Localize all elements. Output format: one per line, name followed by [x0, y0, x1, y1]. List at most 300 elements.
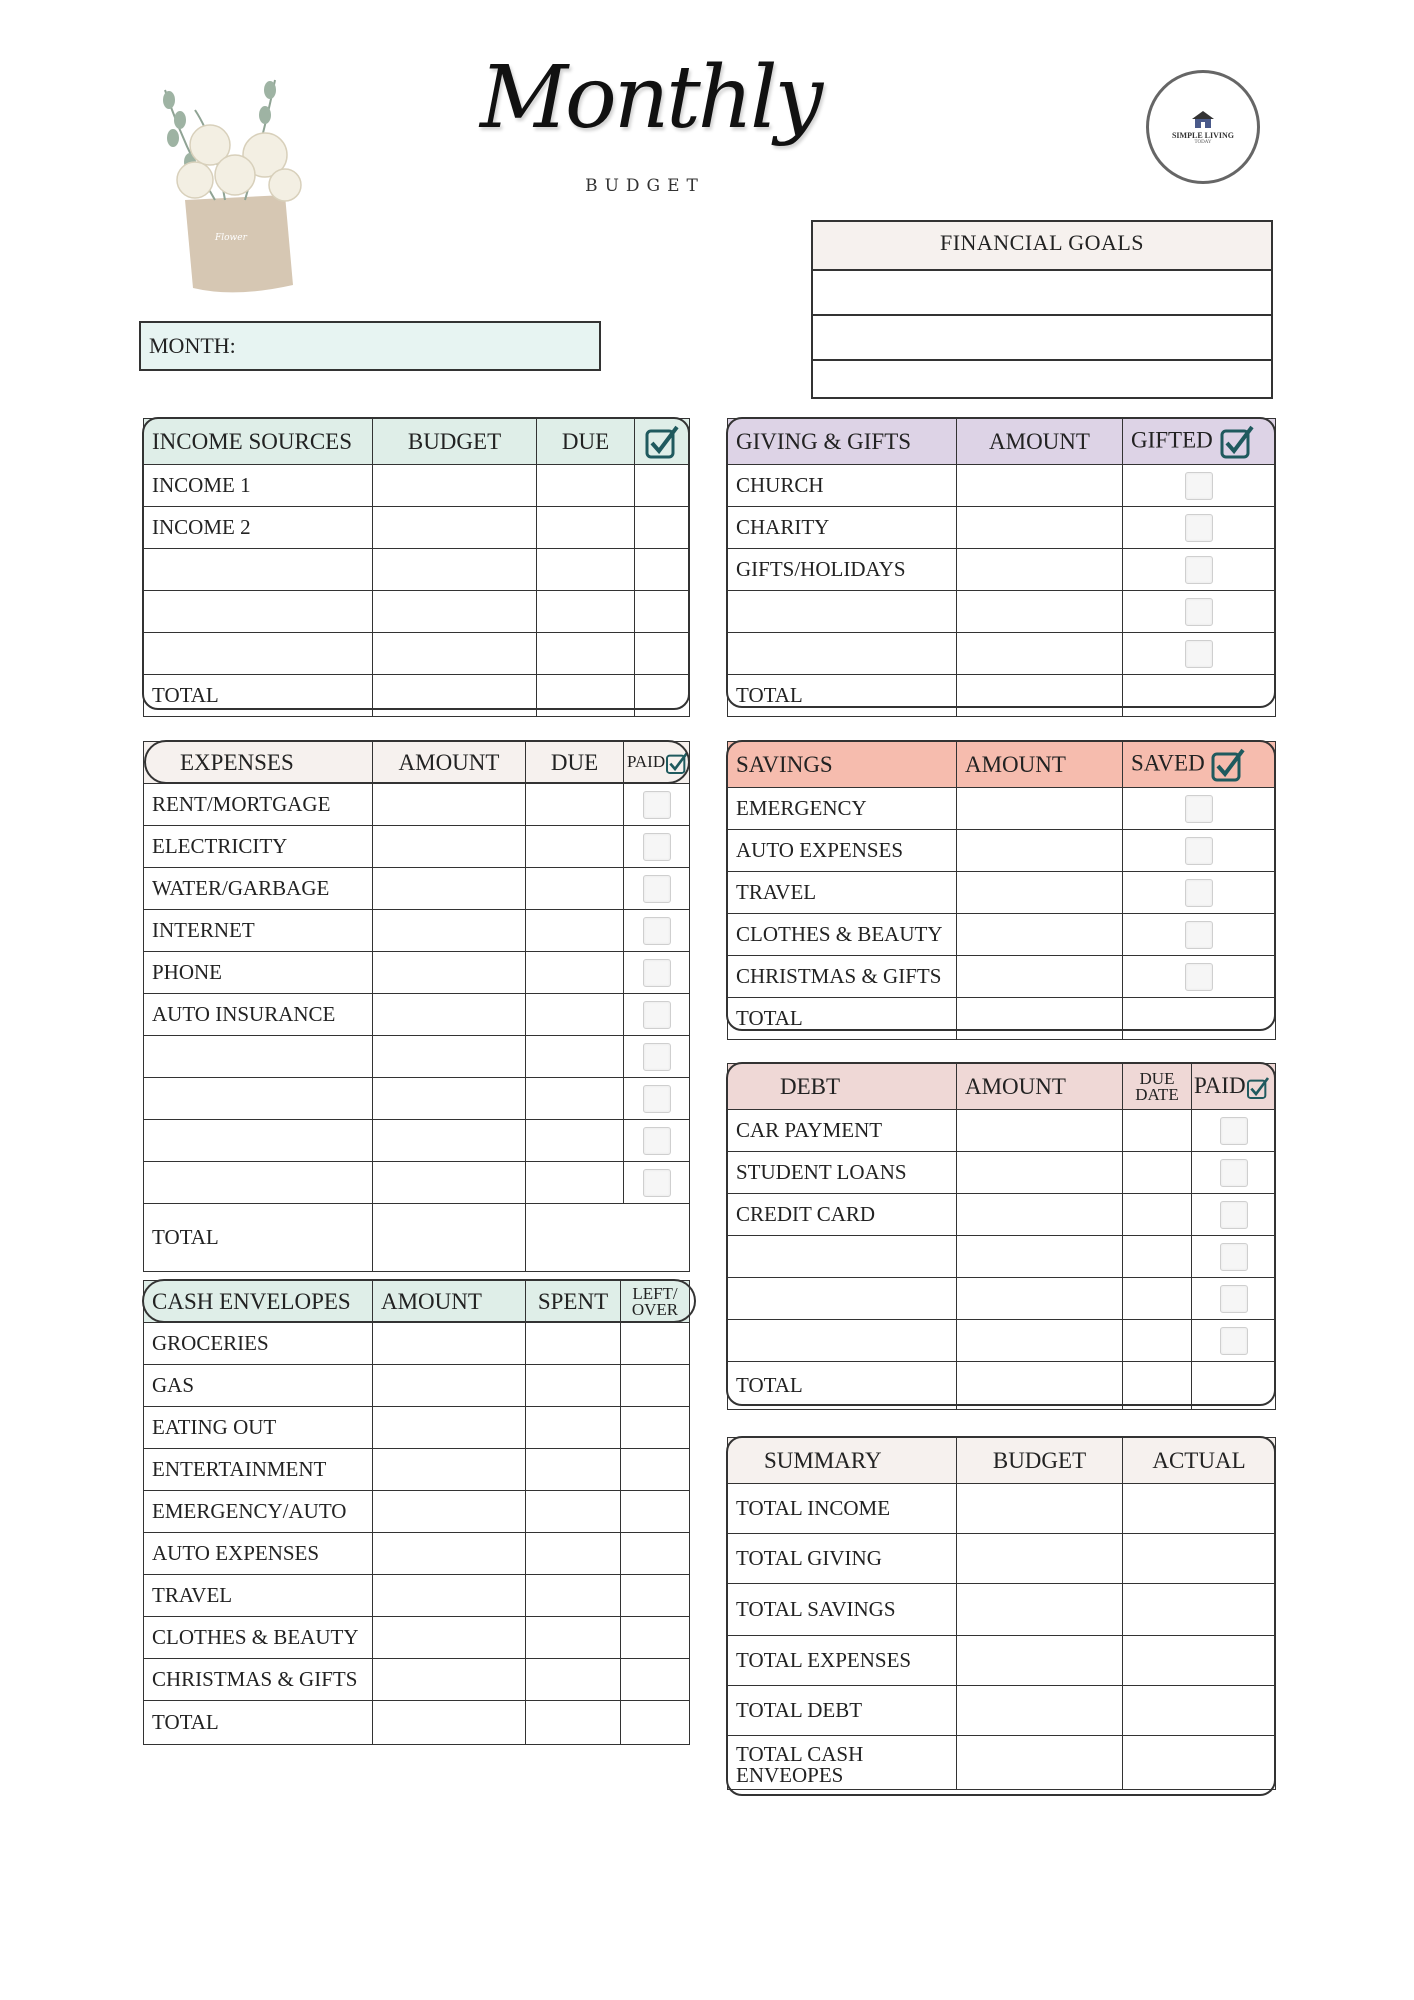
paid-checkbox[interactable] [643, 1127, 671, 1155]
expense-row-label [144, 1162, 373, 1204]
table-cell[interactable] [526, 1078, 624, 1120]
table-cell [1123, 549, 1276, 591]
table-row [728, 1484, 1276, 1534]
paid-checkbox[interactable] [643, 1001, 671, 1029]
table-cell [624, 826, 690, 868]
paid-checkbox[interactable] [643, 833, 671, 861]
table-cell[interactable] [621, 1575, 690, 1617]
debt-row-label: CREDIT CARD [728, 1194, 957, 1236]
table-cell[interactable] [1123, 1484, 1276, 1534]
month-label: MONTH: [149, 333, 236, 358]
table-cell[interactable] [373, 1491, 526, 1533]
table-row [728, 1110, 1276, 1152]
debt-row-label [728, 1278, 957, 1320]
table-cell[interactable] [373, 1533, 526, 1575]
saved-checkbox[interactable] [1185, 921, 1213, 949]
table-cell[interactable] [373, 1204, 526, 1272]
table-cell[interactable] [373, 1449, 526, 1491]
table-cell[interactable] [373, 1701, 526, 1745]
debt-total-label: TOTAL [728, 1362, 957, 1410]
table-row [144, 1162, 690, 1204]
table-cell[interactable] [526, 1323, 621, 1365]
debt-header-label: DEBT [728, 1064, 957, 1110]
savings-row-label: CLOTHES & BEAUTY [728, 914, 957, 956]
summary-row-label: TOTAL DEBT [728, 1686, 957, 1736]
logo-line2: TODAY [1194, 140, 1212, 145]
table-row [144, 1533, 690, 1575]
flower-bouquet-illustration [155, 70, 335, 295]
table-cell[interactable] [621, 1365, 690, 1407]
paid-checkbox[interactable] [643, 1169, 671, 1197]
table-cell[interactable] [957, 1736, 1123, 1790]
table-cell[interactable] [957, 1534, 1123, 1584]
savings-total-label: TOTAL [728, 998, 957, 1040]
table-cell[interactable] [957, 914, 1123, 956]
table-cell[interactable] [621, 1701, 690, 1745]
paid-checkbox[interactable] [1220, 1243, 1248, 1271]
table-row [728, 914, 1276, 956]
table-cell[interactable] [373, 952, 526, 994]
table-cell [1123, 914, 1276, 956]
table-cell[interactable] [526, 1659, 621, 1701]
checkmark-icon [665, 751, 689, 775]
table-cell [1123, 788, 1276, 830]
summary-header-label: SUMMARY [728, 1438, 957, 1484]
table-cell[interactable] [957, 1636, 1123, 1686]
savings-row-label: EMERGENCY [728, 788, 957, 830]
table-cell[interactable] [526, 868, 624, 910]
cash-row-label: GROCERIES [144, 1323, 373, 1365]
saved-checkbox[interactable] [1185, 879, 1213, 907]
table-cell[interactable] [1123, 1194, 1192, 1236]
table-cell[interactable] [526, 1407, 621, 1449]
table-cell[interactable] [635, 549, 690, 591]
savings-header-saved: SAVED [1123, 742, 1276, 788]
giving-row-label: CHURCH [728, 465, 957, 507]
expenses-table [143, 741, 690, 1272]
table-cell[interactable] [526, 952, 624, 994]
paid-checkbox[interactable] [643, 791, 671, 819]
table-row [728, 1736, 1276, 1790]
table-cell[interactable] [526, 1533, 621, 1575]
table-cell [1192, 1152, 1276, 1194]
table-cell[interactable] [373, 1162, 526, 1204]
debt-total-row [728, 1362, 1276, 1410]
table-cell[interactable] [1123, 1278, 1192, 1320]
expense-row-label: PHONE [144, 952, 373, 994]
table-cell[interactable] [1123, 1736, 1276, 1790]
brand-logo [1146, 70, 1260, 184]
giving-header-amount: AMOUNT [957, 419, 1123, 465]
table-cell[interactable] [537, 465, 635, 507]
table-cell[interactable] [373, 826, 526, 868]
flower-label: Flower [215, 233, 247, 243]
month-field[interactable] [139, 321, 601, 371]
cash-row-label: EATING OUT [144, 1407, 373, 1449]
table-cell[interactable] [373, 1078, 526, 1120]
saved-checkbox[interactable] [1185, 837, 1213, 865]
paid-checkbox[interactable] [643, 875, 671, 903]
table-row [144, 1120, 690, 1162]
table-cell[interactable] [957, 1362, 1123, 1410]
table-cell[interactable] [526, 826, 624, 868]
table-row [728, 1686, 1276, 1736]
table-cell[interactable] [1123, 1152, 1192, 1194]
table-cell [1192, 1194, 1276, 1236]
table-cell [624, 952, 690, 994]
table-cell[interactable] [635, 465, 690, 507]
table-cell[interactable] [526, 1365, 621, 1407]
income-header-check [635, 419, 690, 465]
table-row [144, 1449, 690, 1491]
cash-header-leftover: LEFT/ OVER [621, 1281, 690, 1323]
income-row-label: INCOME 1 [144, 465, 373, 507]
table-cell[interactable] [373, 868, 526, 910]
savings-table [727, 741, 1276, 1040]
debt-row-label: STUDENT LOANS [728, 1152, 957, 1194]
table-cell[interactable] [373, 1365, 526, 1407]
income-row-label [144, 633, 373, 675]
table-cell[interactable] [957, 507, 1123, 549]
paid-checkbox[interactable] [1220, 1285, 1248, 1313]
table-row [728, 1584, 1276, 1636]
gifted-checkbox[interactable] [1185, 514, 1213, 542]
table-row [144, 1407, 690, 1449]
table-row [728, 1534, 1276, 1584]
table-row [728, 549, 1276, 591]
debt-row-label [728, 1236, 957, 1278]
debt-header-due-date: DUE DATE [1123, 1064, 1192, 1110]
table-row [144, 826, 690, 868]
table-row [144, 1491, 690, 1533]
table-cell[interactable] [1123, 998, 1276, 1040]
cash-row-label: CLOTHES & BEAUTY [144, 1617, 373, 1659]
income-header-budget: BUDGET [373, 419, 537, 465]
table-cell[interactable] [373, 1323, 526, 1365]
checkmark-icon [1219, 424, 1255, 460]
giving-header-gifted: GIFTED [1123, 419, 1276, 465]
summary-row-label: TOTAL GIVING [728, 1534, 957, 1584]
table-cell [1123, 956, 1276, 998]
expense-row-label: RENT/MORTGAGE [144, 784, 373, 826]
table-cell[interactable] [957, 1110, 1123, 1152]
expense-row-label: ELECTRICITY [144, 826, 373, 868]
table-cell[interactable] [526, 1036, 624, 1078]
table-row [144, 1575, 690, 1617]
cash-header-amount: AMOUNT [373, 1281, 526, 1323]
table-cell[interactable] [1123, 1534, 1276, 1584]
table-cell[interactable] [957, 1484, 1123, 1534]
table-row [144, 549, 690, 591]
table-cell [1123, 465, 1276, 507]
table-cell[interactable] [635, 507, 690, 549]
table-row [144, 1078, 690, 1120]
table-cell[interactable] [373, 591, 537, 633]
table-cell[interactable] [621, 1407, 690, 1449]
debt-row-label: CAR PAYMENT [728, 1110, 957, 1152]
giving-total-row [728, 675, 1276, 717]
table-cell [1192, 1110, 1276, 1152]
table-cell[interactable] [373, 1120, 526, 1162]
goal-line[interactable] [813, 271, 1271, 316]
table-cell[interactable] [1123, 1686, 1276, 1736]
table-cell[interactable] [1123, 1110, 1192, 1152]
paid-checkbox[interactable] [643, 1085, 671, 1113]
page-subtitle: BUDGET [585, 176, 705, 196]
cash-row-label: EMERGENCY/AUTO [144, 1491, 373, 1533]
table-cell [1123, 830, 1276, 872]
summary-row-label: TOTAL SAVINGS [728, 1584, 957, 1636]
table-row [144, 1617, 690, 1659]
savings-total-row [728, 998, 1276, 1040]
house-icon [1190, 109, 1216, 129]
income-header-due: DUE [537, 419, 635, 465]
table-cell[interactable] [621, 1659, 690, 1701]
table-cell[interactable] [957, 675, 1123, 717]
table-cell[interactable] [373, 675, 537, 717]
summary-table [727, 1437, 1276, 1790]
table-cell[interactable] [373, 994, 526, 1036]
table-row [144, 1365, 690, 1407]
expenses-total-row [144, 1204, 690, 1272]
table-cell [624, 1162, 690, 1204]
table-row [144, 784, 690, 826]
expenses-header-paid: PAID [624, 742, 690, 784]
debt-header-row [728, 1064, 1276, 1110]
table-cell [1192, 1236, 1276, 1278]
table-cell [624, 784, 690, 826]
giving-row-label [728, 591, 957, 633]
table-cell[interactable] [526, 1204, 690, 1272]
income-row-label: INCOME 2 [144, 507, 373, 549]
table-row [144, 1323, 690, 1365]
table-cell[interactable] [635, 591, 690, 633]
table-cell[interactable] [957, 830, 1123, 872]
table-cell[interactable] [373, 1407, 526, 1449]
table-row [728, 1320, 1276, 1362]
income-header-row [144, 419, 690, 465]
giving-total-label: TOTAL [728, 675, 957, 717]
cash-row-label: TRAVEL [144, 1575, 373, 1617]
table-row [144, 591, 690, 633]
table-cell[interactable] [526, 784, 624, 826]
table-cell[interactable] [526, 1162, 624, 1204]
logo-line1: SIMPLE LIVING [1171, 131, 1234, 140]
table-cell[interactable] [957, 1584, 1123, 1636]
cash-header-row [144, 1281, 690, 1323]
table-row [728, 507, 1276, 549]
table-cell [1123, 591, 1276, 633]
expenses-header-amount: AMOUNT [373, 742, 526, 784]
cash-envelopes-table [143, 1280, 690, 1745]
table-cell[interactable] [621, 1533, 690, 1575]
table-cell[interactable] [526, 910, 624, 952]
table-cell[interactable] [1123, 675, 1276, 717]
table-row [728, 633, 1276, 675]
saved-checkbox[interactable] [1185, 795, 1213, 823]
table-cell[interactable] [373, 507, 537, 549]
table-cell[interactable] [373, 1659, 526, 1701]
table-cell [1192, 1320, 1276, 1362]
table-cell[interactable] [957, 872, 1123, 914]
saved-checkbox[interactable] [1185, 963, 1213, 991]
cash-row-label: CHRISTMAS & GIFTS [144, 1659, 373, 1701]
savings-header-row [728, 742, 1276, 788]
cash-total-row [144, 1701, 690, 1745]
table-cell [624, 1120, 690, 1162]
income-row-label [144, 591, 373, 633]
table-cell[interactable] [621, 1617, 690, 1659]
debt-header-amount: AMOUNT [957, 1064, 1123, 1110]
table-cell[interactable] [957, 1320, 1123, 1362]
table-row [728, 1636, 1276, 1686]
gifted-checkbox[interactable] [1185, 640, 1213, 668]
table-cell [624, 994, 690, 1036]
table-cell[interactable] [537, 507, 635, 549]
table-cell[interactable] [957, 1236, 1123, 1278]
table-cell[interactable] [621, 1449, 690, 1491]
table-row [728, 956, 1276, 998]
table-cell[interactable] [957, 1194, 1123, 1236]
table-cell [1123, 872, 1276, 914]
table-cell[interactable] [373, 549, 537, 591]
table-cell[interactable] [373, 784, 526, 826]
table-row [144, 465, 690, 507]
table-cell [1192, 1278, 1276, 1320]
table-cell[interactable] [537, 675, 635, 717]
table-cell[interactable] [373, 633, 537, 675]
table-row [728, 872, 1276, 914]
table-cell[interactable] [957, 549, 1123, 591]
table-cell[interactable] [1123, 1320, 1192, 1362]
table-cell[interactable] [1123, 1584, 1276, 1636]
table-row [144, 507, 690, 549]
gifted-checkbox[interactable] [1185, 472, 1213, 500]
table-cell [624, 1036, 690, 1078]
savings-row-label: CHRISTMAS & GIFTS [728, 956, 957, 998]
table-cell[interactable] [957, 998, 1123, 1040]
table-cell[interactable] [537, 633, 635, 675]
table-row [144, 910, 690, 952]
income-table [143, 418, 690, 717]
gifted-checkbox[interactable] [1185, 556, 1213, 584]
summary-row-label: TOTAL INCOME [728, 1484, 957, 1534]
table-cell[interactable] [957, 956, 1123, 998]
goal-line[interactable] [813, 361, 1271, 397]
table-row [728, 830, 1276, 872]
table-cell[interactable] [957, 633, 1123, 675]
table-cell[interactable] [373, 465, 537, 507]
table-cell [1123, 507, 1276, 549]
expense-row-label [144, 1120, 373, 1162]
table-cell[interactable] [526, 1491, 621, 1533]
table-row [728, 591, 1276, 633]
savings-header-amount: AMOUNT [957, 742, 1123, 788]
expenses-total-label: TOTAL [144, 1204, 373, 1272]
table-row [728, 465, 1276, 507]
table-row [144, 952, 690, 994]
table-cell[interactable] [957, 788, 1123, 830]
cash-row-label: ENTERTAINMENT [144, 1449, 373, 1491]
table-cell[interactable] [1123, 1362, 1192, 1410]
gifted-checkbox[interactable] [1185, 598, 1213, 626]
table-cell [624, 868, 690, 910]
table-cell[interactable] [373, 1036, 526, 1078]
table-cell[interactable] [635, 633, 690, 675]
table-cell[interactable] [537, 591, 635, 633]
table-cell[interactable] [635, 675, 690, 717]
savings-row-label: AUTO EXPENSES [728, 830, 957, 872]
table-cell[interactable] [373, 1617, 526, 1659]
page-title: Monthly [480, 48, 821, 148]
giving-header-row [728, 419, 1276, 465]
cash-header-spent: SPENT [526, 1281, 621, 1323]
checkmark-icon [1210, 747, 1246, 783]
paid-checkbox[interactable] [643, 1043, 671, 1071]
table-cell[interactable] [373, 910, 526, 952]
table-cell[interactable] [621, 1323, 690, 1365]
summary-header-row [728, 1438, 1276, 1484]
savings-header-label: SAVINGS [728, 742, 957, 788]
table-cell[interactable] [621, 1491, 690, 1533]
table-cell[interactable] [526, 1575, 621, 1617]
table-row [144, 1659, 690, 1701]
table-cell[interactable] [526, 1617, 621, 1659]
table-cell[interactable] [957, 1152, 1123, 1194]
paid-checkbox[interactable] [1220, 1159, 1248, 1187]
table-cell[interactable] [957, 1686, 1123, 1736]
expenses-header-row [144, 742, 690, 784]
giving-table [727, 418, 1276, 717]
table-cell[interactable] [957, 465, 1123, 507]
table-cell[interactable] [1123, 1636, 1276, 1686]
table-cell[interactable] [537, 549, 635, 591]
paid-checkbox[interactable] [1220, 1201, 1248, 1229]
income-total-row [144, 675, 690, 717]
table-row [144, 868, 690, 910]
paid-checkbox[interactable] [643, 959, 671, 987]
table-row [144, 633, 690, 675]
paid-checkbox[interactable] [1220, 1117, 1248, 1145]
table-cell[interactable] [957, 1278, 1123, 1320]
table-row [728, 788, 1276, 830]
summary-row-label: TOTAL EXPENSES [728, 1636, 957, 1686]
expense-row-label [144, 1036, 373, 1078]
table-cell[interactable] [373, 1575, 526, 1617]
paid-checkbox[interactable] [643, 917, 671, 945]
goal-line[interactable] [813, 316, 1271, 361]
table-cell[interactable] [1123, 1236, 1192, 1278]
income-total-label: TOTAL [144, 675, 373, 717]
summary-header-actual: ACTUAL [1123, 1438, 1276, 1484]
table-row [728, 1194, 1276, 1236]
savings-row-label: TRAVEL [728, 872, 957, 914]
table-cell[interactable] [957, 591, 1123, 633]
table-cell[interactable] [526, 1449, 621, 1491]
cash-row-label: AUTO EXPENSES [144, 1533, 373, 1575]
cash-total-label: TOTAL [144, 1701, 373, 1745]
table-cell[interactable] [1192, 1362, 1276, 1410]
paid-checkbox[interactable] [1220, 1327, 1248, 1355]
table-cell[interactable] [526, 994, 624, 1036]
giving-header-label: GIVING & GIFTS [728, 419, 957, 465]
income-row-label [144, 549, 373, 591]
table-cell[interactable] [526, 1120, 624, 1162]
cash-row-label: GAS [144, 1365, 373, 1407]
table-cell[interactable] [526, 1701, 621, 1745]
expense-row-label [144, 1078, 373, 1120]
table-cell [624, 910, 690, 952]
